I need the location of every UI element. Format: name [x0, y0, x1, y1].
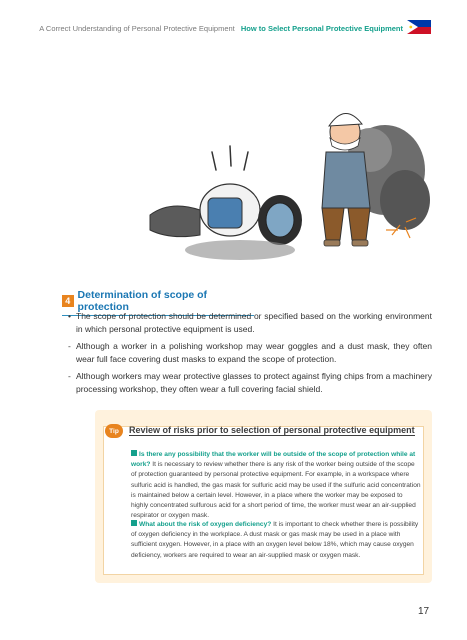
dash-icon: -	[68, 341, 71, 351]
tip-question-1: Is there any possibility that the worker will be outside of the scope of protection while at work?	[131, 451, 416, 469]
philippines-flag-icon	[407, 20, 431, 34]
workers-illustration	[130, 90, 435, 275]
dash-text-2: Although workers may wear protective glasses to protect against flying chips from a machinery processing workshop, they often wear a full covering facial shield.	[76, 371, 432, 394]
checkbox-icon	[131, 450, 137, 456]
tip-badge: Tip	[105, 424, 123, 438]
bullet-paragraph	[68, 310, 432, 335]
running-header	[39, 24, 403, 33]
dash-text-1: Although a worker in a polishing workshop may wear goggles and a dust mask, they often wear full face covering dust masks to expand the scope of protection.	[76, 341, 432, 364]
tip-answer-2: It is important to check whether there is possibility of oxygen deficiency in the workplace. A dust mask or gas mask may be used in a place with sufficient oxygen. However, in a place with an oxygen level below 18%, which may cause oxygen deficiency, workers are required to wear an air-supplied mask or oxygen mask.	[131, 521, 419, 559]
bullet-text: The scope of protection should be determined or specified based on the working environment in which personal protective equipment is used.	[76, 311, 432, 334]
tip-answer-1: It is necessary to review whether there is any risk of the worker being outside of the scope of protection guaranteed by personal protective equipment. For example, in a workspace where sulfuric acid is handled, the gas mask for sulfuric acid may be used if the sulfuric acid concentration is maintained below a certain level. However, in a place where the worker may be exposed to highly concentrated sulfurous acid for a short period of time, the worker must wear an air-supplied respirator or oxygen mask.	[131, 461, 421, 520]
tip-title: Review of risks prior to selection of personal protective equipment	[129, 425, 415, 435]
section-number-badge: 4	[62, 295, 74, 307]
tip-item-2	[131, 520, 421, 561]
checkbox-icon	[131, 520, 137, 526]
dash-paragraph-1	[68, 340, 432, 365]
section-title: Determination of scope of protection	[77, 289, 208, 313]
page-number: 17	[418, 606, 430, 617]
header-book-title: A Correct Understanding of Personal Protective Equipment	[39, 24, 235, 33]
tip-box	[95, 410, 432, 583]
dash-icon: -	[68, 371, 71, 381]
header-chapter-title: How to Select Personal Protective Equipment	[240, 24, 403, 33]
tip-item-1	[131, 450, 421, 521]
dash-paragraph-2	[68, 370, 432, 395]
tip-question-2: What about the risk of oxygen deficiency?	[139, 521, 272, 528]
bullet-icon: •	[68, 311, 71, 321]
